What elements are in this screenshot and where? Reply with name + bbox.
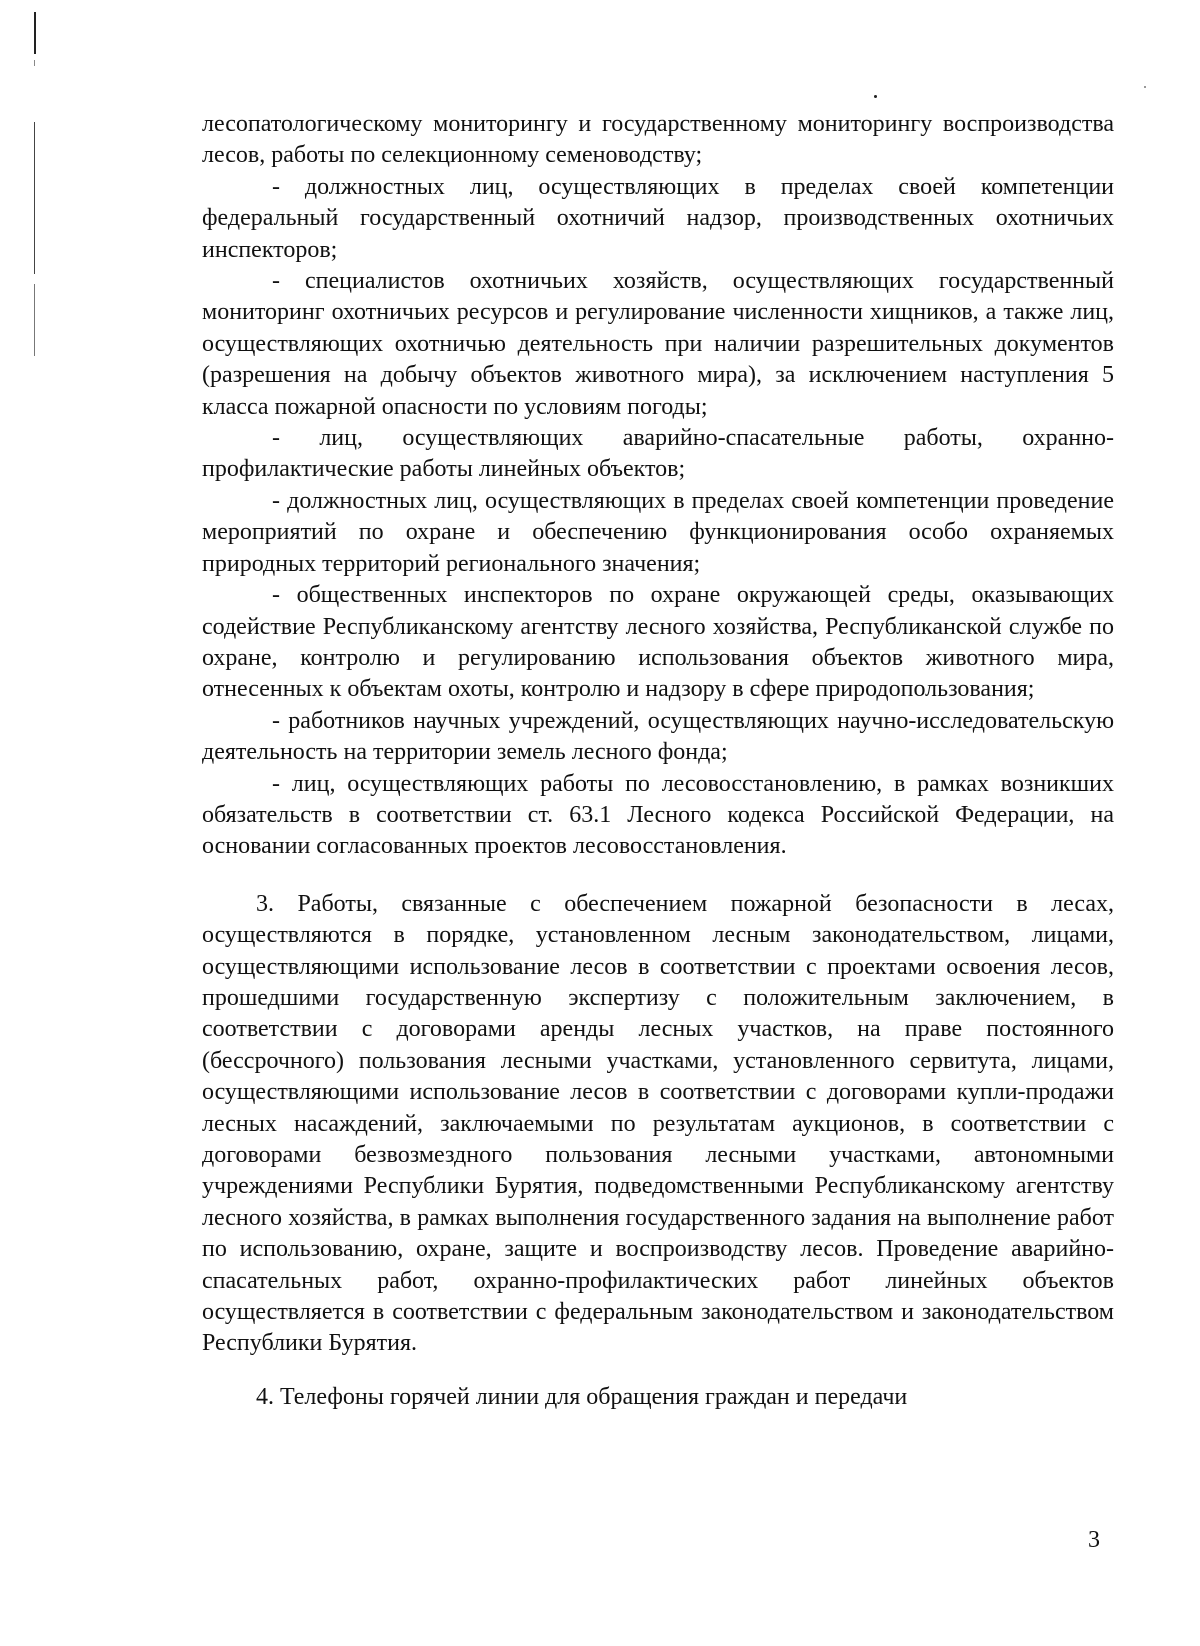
document-body [202, 109, 1114, 1413]
list-item-research-workers: - работников научных учреждений, осуществляющих научно-исследовательскую деятельность на территории земель лесного фонда; [202, 707, 1114, 766]
section-4-paragraph: 4. Телефоны горячей линии для обращения граждан и передачи [256, 1383, 908, 1410]
list-item-rescue-works: - лиц, осуществляющих аварийно-спасательные работы, охранно-профилактические работы линейных объектов; [202, 425, 1114, 483]
scan-margin-mark [34, 60, 35, 66]
list-item-hunting-supervision: - должностных лиц, осуществляющих в пределах своей компетенции федеральный государственный охотничий надзор, производственных охотничьих инспекторов; [202, 173, 1114, 263]
scan-margin-mark [34, 284, 35, 356]
paragraph-continuation: лесопатологическому мониторингу и государственному мониторингу воспроизводства лесов, работы по селекционному семеноводству; [202, 111, 1114, 169]
scan-margin-mark [34, 122, 35, 274]
list-item-hunting-specialists: - специалистов охотничьих хозяйств, осуществляющих государственный мониторинг охотничьих ресурсов и регулирование численности хищников, а также лиц, осуществляющих охотничью деятельность при наличии разрешительных документов (разрешения на добычу объектов животного мира), за исключением наступления 5 класса пожарной опасности по условиям погоды; [202, 268, 1114, 420]
scan-margin-mark [34, 12, 36, 54]
scan-speck [874, 95, 877, 98]
list-item-reforestation: - лиц, осуществляющих работы по лесовосстановлению, в рамках возникших обязательств в соответствии ст. 63.1 Лесного кодекса Российской Федерации, на основании согласованных проектов лесовосстановления. [202, 770, 1114, 860]
list-item-public-inspectors: - общественных инспекторов по охране окружающей среды, оказывающих содействие Республиканскому агентству лесного хозяйства, Республиканской службе по охране, контролю и регулированию использования объектов животного мира, отнесенных к объектам охоты, контролю и надзору в сфере природопользования; [202, 582, 1114, 703]
list-item-protected-areas: - должностных лиц, осуществляющих в пределах своей компетенции проведение мероприятий по охране и обеспечению функционирования особо охраняемых природных территорий регионального значения; [202, 487, 1114, 577]
page-number: 3 [1088, 1527, 1100, 1553]
scan-speck [1144, 86, 1146, 88]
section-3-paragraph: 3. Работы, связанные с обеспечением пожарной безопасности в лесах, осуществляются в порядке, установленном лесным законодательством, лицами, осуществляющими использование лесов в соответствии с проектами освоения лесов, прошедшими государственную экспертизу с положительным заключением, в соответствии с договорами аренды лесных участков, на праве постоянного (бессрочного) пользования лесными участками, установленного сервитута, лицами, осуществляющими использование лесов в соответствии с договорами купли-продажи лесных насаждений, заключаемыми по результатам аукционов, в соответствии с договорами безвозмездного пользования лесными участками, автономными учреждениями Республики Бурятия, подведомственными Республиканскому агентству лесного хозяйства, в рамках выполнения государственного задания на выполнение работ по использованию, охране, защите и воспроизводству лесов. Проведение аварийно-спасательных работ, охранно-профилактических работ линейных объектов осуществляется в соответствии с федеральным законодательством и законодательством Республики Бурятия. [202, 890, 1114, 1357]
